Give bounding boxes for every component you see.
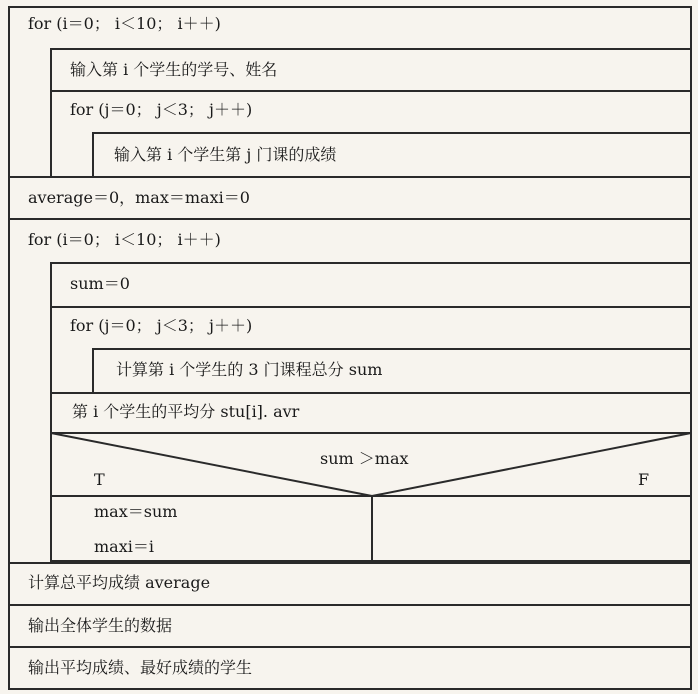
input-score-text: 输入第 i 个学生第 j 门课的成绩 [114,145,337,164]
decision-condition: sum ＞max [320,449,409,468]
calc-sum-text: 计算第 i 个学生的 3 门课程总分 sum [116,360,383,379]
loop2-header: for (i＝0； i＜10； i＋＋) [28,230,221,249]
output-best-text: 输出平均成绩、最好成绩的学生 [28,658,253,677]
init-vars-text: average＝0，max＝maxi＝0 [28,188,250,207]
inner-loop1-header: for (j＝0； j＜3； j＋＋) [70,100,253,119]
true-branch-line2: maxi＝i [94,537,154,556]
calc-avg-text: 第 i 个学生的平均分 stu[i]. avr [72,402,300,421]
decision-true-label: T [94,470,105,489]
input-id-name-text: 输入第 i 个学生的学号、姓名 [70,60,278,79]
sum-init-text: sum＝0 [70,274,130,293]
decision-false-label: F [638,470,650,489]
calc-total-avg-text: 计算总平均成绩 average [28,573,211,592]
true-branch-line1: max＝sum [94,502,178,521]
output-all-text: 输出全体学生的数据 [28,616,173,635]
inner-loop2-header: for (j＝0； j＜3； j＋＋) [70,316,253,335]
loop1-header: for (i＝0； i＜10； i＋＋) [28,14,221,33]
